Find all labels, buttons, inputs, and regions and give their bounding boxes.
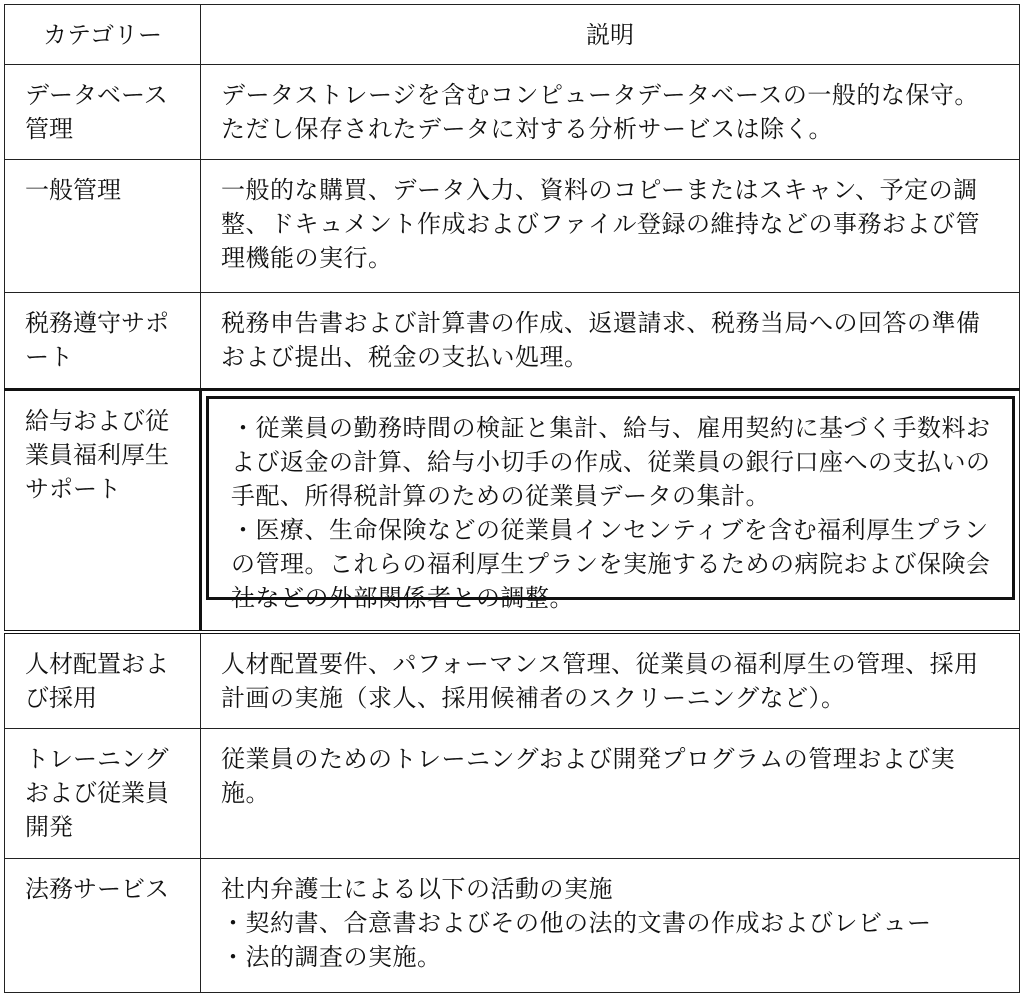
description-bullet: ・医療、生命保険などの従業員インセンティブを含む福利厚生プランの管理。これらの福利厚生プランを実施するための病院および保険会社などの外部関係者との調整。 (231, 516, 991, 612)
table-row-highlighted (5, 390, 1020, 632)
row-category: トレーニングおよび従業員開発 (5, 728, 201, 858)
row-description (201, 858, 1020, 992)
row-category: 給与および従業員福利厚生サポート (5, 390, 201, 632)
row-category: 税務遵守サポート (5, 293, 201, 390)
row-description: 従業員のためのトレーニングおよび開発プログラムの管理および実施。 (201, 728, 1020, 858)
row-description: 人材配置要件、パフォーマンス管理、従業員の福利厚生の管理、採用計画の実施（求人、採用候補者のスクリーニングなど）。 (201, 632, 1020, 729)
row-description (201, 390, 1020, 632)
row-description: 一般的な購買、データ入力、資料のコピーまたはスキャン、予定の調整、ドキュメント作成およびファイル登録の維持などの事務および管理機能の実行。 (201, 160, 1020, 293)
description-line: 社内弁護士による以下の活動の実施 (221, 874, 613, 903)
header-category: カテゴリー (5, 5, 201, 65)
row-description: 税務申告書および計算書の作成、返還請求、税務当局への回答の準備および提出、税金の支払い処理。 (201, 293, 1020, 390)
table-row (5, 858, 1020, 992)
header-description: 説明 (201, 5, 1020, 65)
row-category: 人材配置および採用 (5, 632, 201, 729)
table-row (5, 293, 1020, 390)
description-bullet: ・契約書、合意書およびその他の法的文書の作成およびレビュー (221, 908, 932, 937)
table-row (5, 728, 1020, 858)
table-header-row (5, 5, 1020, 65)
description-bullet: ・法的調査の実施。 (221, 942, 442, 971)
row-description: データストレージを含むコンピュータデータベースの一般的な保守。ただし保存されたデータに対する分析サービスは除く。 (201, 65, 1020, 160)
row-category: 法務サービス (5, 858, 201, 992)
table-row (5, 632, 1020, 729)
table-row (5, 160, 1020, 293)
services-table (4, 4, 1020, 993)
table-row (5, 65, 1020, 160)
highlighted-description-box (206, 396, 1015, 612)
row-category: 一般管理 (5, 160, 201, 293)
row-category: データベース管理 (5, 65, 201, 160)
description-bullet: ・従業員の勤務時間の検証と集計、給与、雇用契約に基づく手数料および返金の計算、給与小切手の作成、従業員の銀行口座への支払いの手配、所得税計算のための従業員データの集計。 (231, 414, 991, 510)
